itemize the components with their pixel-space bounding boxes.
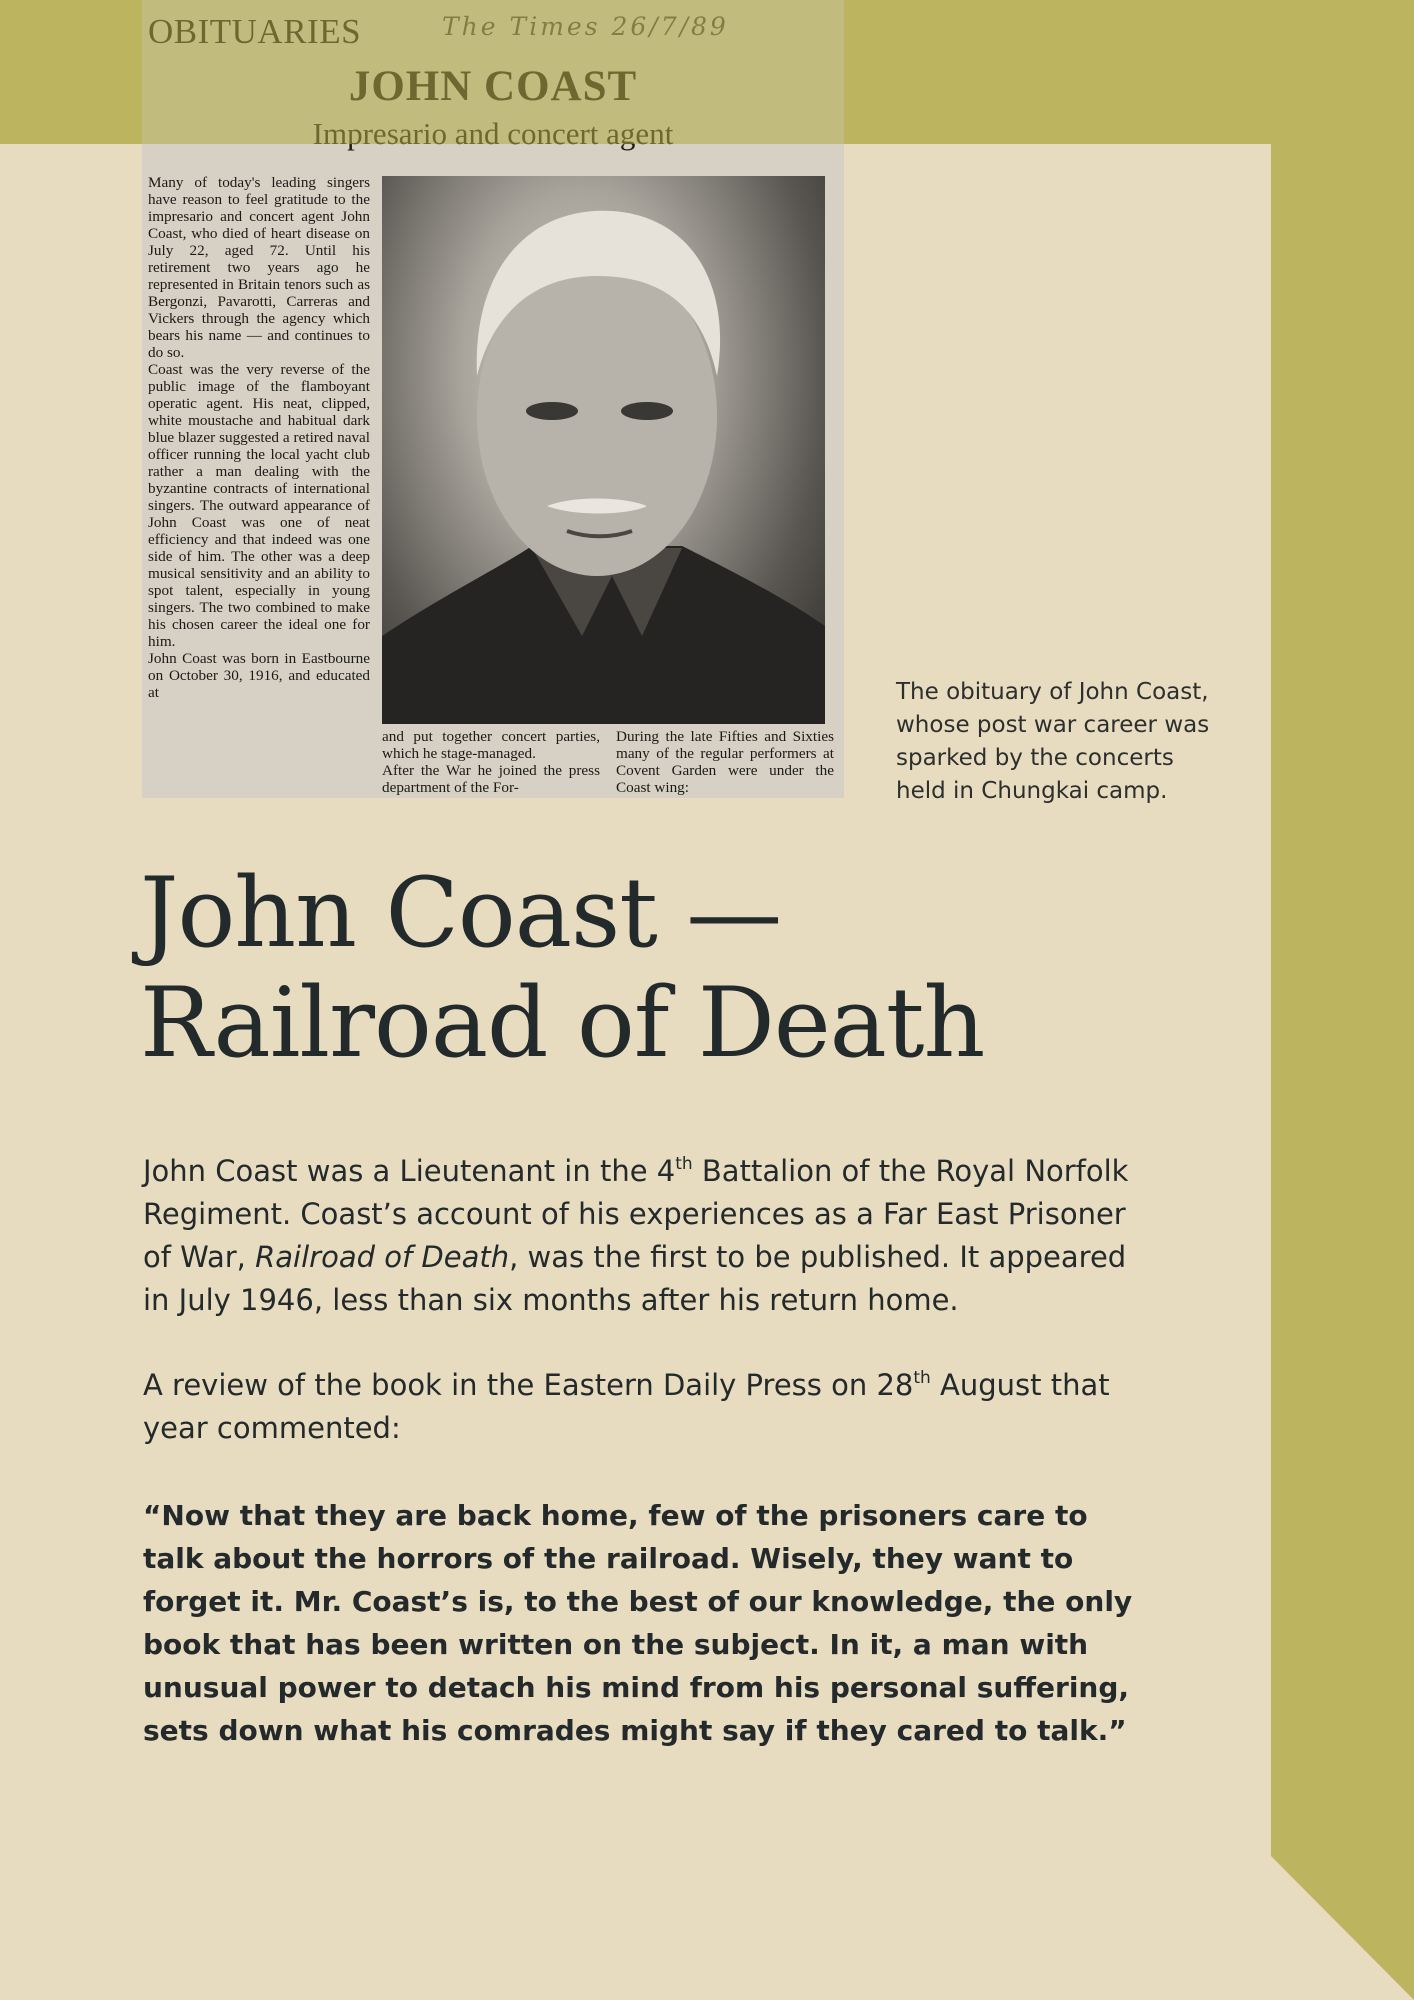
clipping-tint-overlay xyxy=(142,0,844,144)
body-paragraph-1: John Coast was a Lieutenant in the 4th Battalion of the Royal Norfolk Regiment. Coast’s account of his experiences as a Far East Prisoner of War, Railroad of Death, was the first to be published. It appeared in July 1946, less than six months after his return home. xyxy=(143,1154,1129,1317)
clipping-column-2: and put together concert parties, which he stage-managed. After the War he joined the press department of the For- xyxy=(382,728,600,796)
clipping-column-3: During the late Fifties and Sixties many of the regular performers at Covent Garden were under the Coast wing: xyxy=(616,728,834,796)
portrait-photo xyxy=(382,176,825,724)
clipping-caption: The obituary of John Coast, whose post war career was sparked by the concerts held in Chungkai camp. xyxy=(896,679,1210,804)
book-title: Railroad of Death xyxy=(255,1240,510,1274)
accent-band-right xyxy=(1271,0,1414,2000)
corner-fold xyxy=(1271,1856,1414,2000)
page-title: John Coast — Railroad of Death xyxy=(140,857,985,1079)
clipping-column-1: Many of today's leading singers have reason to feel gratitude to the impresario and concert agent John Coast, who died of heart disease on July 22, aged 72. Until his retirement two years ago he represented in Britain tenors such as Bergonzi, Pavarotti, Carreras and Vickers through the agency which bears his name — and continues to do so. Coast was the very reverse of the public image of the flamboyant operatic agent. His neat, clipped, white moustache and habitual dark blue blazer suggested a retired naval officer running the local yacht club rather a man dealing with the byzantine contracts of international singers. The outward appearance of John Coast was one of neat efficiency and that indeed was one side of him. The other was a deep musical sensitivity and an ability to spot talent, especially in young singers. The two combined to make his chosen career the ideal one for him. John Coast was born in Eastbourne on October 30, 1916, and educated at xyxy=(148,174,370,701)
review-quote: “Now that they are back home, few of the prisoners care to talk about the horrors of the railroad. Wisely, they want to forget it. Mr. Coast’s is, to the best of our knowledge, the only book that has been written on the subject. In it, a man with unusual power to detach his mind from his personal suffering, sets down what his comrades might say if they cared to talk.” xyxy=(143,1499,1133,1747)
newspaper-clipping xyxy=(142,0,844,798)
body-paragraph-2: A review of the book in the Eastern Daily Press on 28th August that year commented: xyxy=(143,1368,1110,1445)
